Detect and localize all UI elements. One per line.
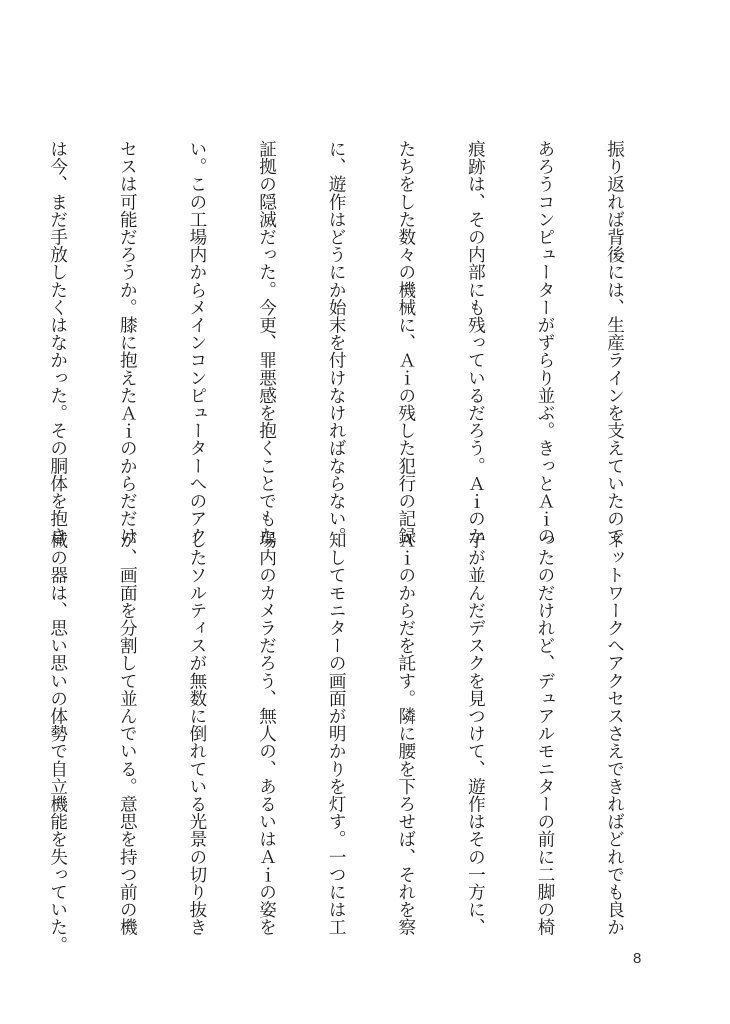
text-line: 振り返れば背後には、生産ラインを支えていたので (604, 140, 625, 545)
text-line: が、画面を分割して並んでいる。意思を持つ前の機 (117, 531, 138, 936)
text-line: 知してモニターの画面が明かりを灯す。一つには工 (326, 531, 347, 936)
text-line: ったのだけれど、デュアルモニターの前に二脚の椅 (534, 531, 555, 936)
text-block-top (47, 140, 672, 545)
text-line: Ａｉのからだを託す。隣に腰を下ろせば、それを察 (395, 531, 416, 936)
text-line: あろうコンピューターがずらり並ぶ。きっとＡｉの (534, 140, 555, 545)
text-line: 場内のカメラだろう、無人の、あるいはＡｉの姿を (256, 531, 277, 936)
text-line: したソルティスが無数に倒れている光景の切り抜き (186, 531, 207, 936)
text-line: 証拠の隠滅だった。今更、罪悪感を抱くことでもな (256, 140, 277, 545)
text-block-bottom (47, 531, 672, 954)
text-line: 痕跡は、その内部にも残っているだろう。Ａｉのか (465, 140, 486, 545)
text-line: に、遊作はどうにか始末を付けなければならない。 (326, 140, 347, 545)
text-line: 械の器は、思い思いの体勢で自立機能を失っていた。 (47, 531, 68, 954)
page-number: 8 (633, 950, 642, 967)
text-line: たちをした数々の機械に、Ａｉの残した犯行の記録 (395, 140, 416, 545)
text-line: セスは可能だろうか。膝に抱えたＡｉのからだだけ (117, 140, 138, 545)
text-line: ネットワークへアクセスさえできればどれでも良か (604, 531, 625, 936)
text-line: 子が並んだデスクを見つけて、遊作はその一方に、 (465, 531, 486, 936)
text-line: い。この工場内からメインコンピューターへのアク (186, 140, 207, 545)
text-line: は今、まだ手放したくはなかった。その胴体を抱き (47, 140, 68, 545)
